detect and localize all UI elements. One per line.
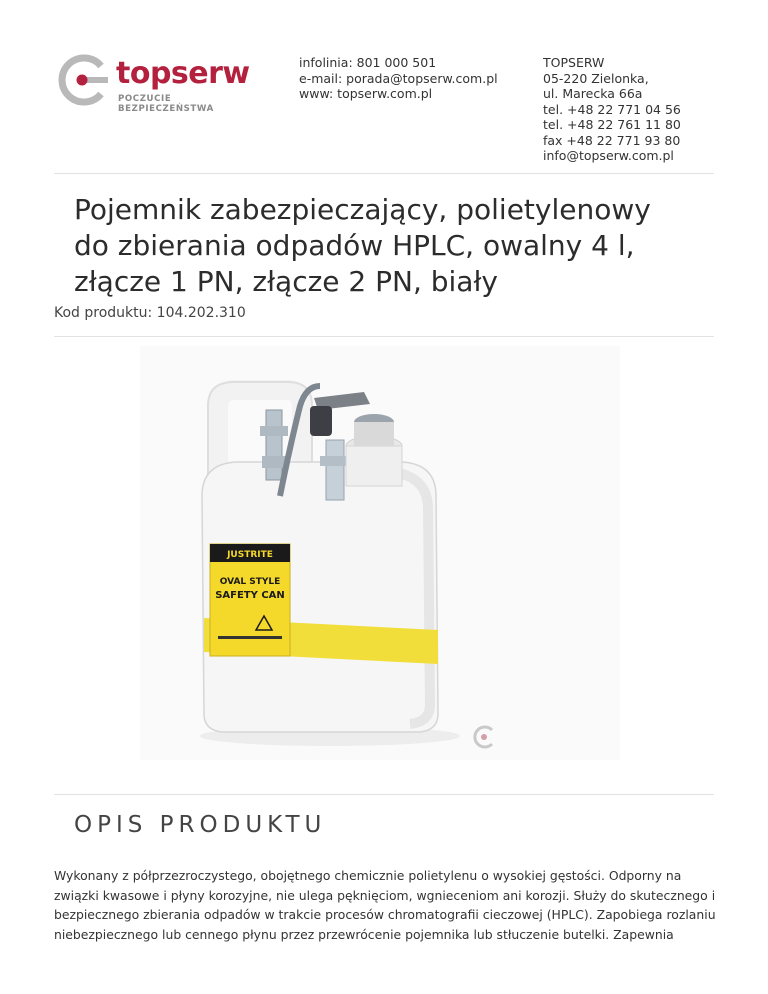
title-divider bbox=[54, 336, 714, 337]
email-link[interactable]: e-mail: porada@topserw.com.pl bbox=[299, 70, 498, 86]
company-logo[interactable] bbox=[54, 52, 254, 114]
phone-2: tel. +48 22 761 11 80 bbox=[543, 117, 681, 132]
header-divider bbox=[54, 173, 714, 174]
address-street: ul. Marecka 66a bbox=[543, 86, 643, 101]
description-line: Wykonany z półprzezroczystego, obojętnego chemicznie polietylenu o wysokiej gęstości. Odporny na bbox=[54, 868, 682, 883]
company-name: TOPSERW bbox=[543, 55, 605, 70]
contact-info-left bbox=[299, 55, 498, 102]
description-heading: OPIS PRODUKTU bbox=[74, 812, 327, 838]
logo-tagline: POCZUCIE BEZPIECZEŃSTWA bbox=[118, 94, 214, 114]
product-image bbox=[140, 346, 620, 760]
website-link[interactable]: www: topserw.com.pl bbox=[299, 86, 433, 101]
description-line: niebezpiecznego lub cennego płynu przez przewrócenie pojemnika lub stłuczenie butelki. Zapewnia bbox=[54, 926, 674, 942]
contact-info-right bbox=[543, 55, 681, 164]
label-brand: JUSTRITE bbox=[227, 550, 273, 560]
logo-wordmark: topserw bbox=[116, 56, 250, 91]
product-title-line: złącze 1 PN, złącze 2 PN, biały bbox=[74, 265, 498, 298]
product-title-line: do zbierania odpadów HPLC, owalny 4 l, bbox=[74, 229, 635, 262]
fax-number: fax +48 22 771 93 80 bbox=[543, 132, 681, 148]
description-line: bezpiecznego zbierania odpadów w trakcie procesów chromatografii cieczowej (HPLC). Zapobiega rozlaniu bbox=[54, 907, 716, 922]
product-title-line: Pojemnik zabezpieczający, polietylenowy bbox=[74, 193, 651, 226]
safety-can-illustration bbox=[140, 346, 620, 760]
phone-1: tel. +48 22 771 04 56 bbox=[543, 101, 681, 117]
image-divider bbox=[54, 794, 714, 795]
product-code: Kod produktu: 104.202.310 bbox=[54, 305, 246, 321]
product-title bbox=[74, 192, 714, 300]
info-email-link[interactable]: info@topserw.com.pl bbox=[543, 148, 674, 163]
product-description bbox=[54, 866, 716, 944]
label-line-2: SAFETY CAN bbox=[215, 590, 285, 601]
label-line-1: OVAL STYLE bbox=[219, 577, 281, 587]
logo-emblem-icon bbox=[54, 52, 114, 108]
product-label bbox=[210, 544, 290, 656]
description-line: związki kwasowe i płyny korozyjne, nie ulega pęknięciom, wgnieceniom ani korozji. Służy do skutecznego i bbox=[54, 887, 716, 903]
address-city: 05-220 Zielonka, bbox=[543, 70, 649, 86]
hotline-text: infolinia: 801 000 501 bbox=[299, 55, 437, 70]
